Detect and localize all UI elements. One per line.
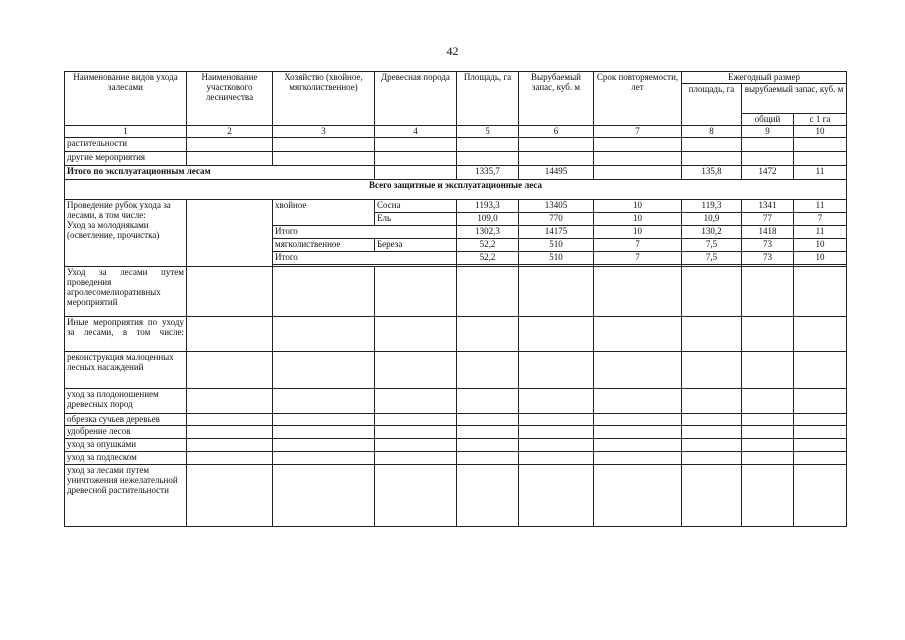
cell-annual-per-ha: 11 — [794, 200, 847, 213]
cell-period: 10 — [594, 213, 682, 226]
col-number: 9 — [742, 126, 794, 138]
header-district: Наименование участкового лесничества — [187, 72, 273, 126]
cell-annual-total: 73 — [742, 239, 794, 252]
header-annual-area: площадь, га — [682, 84, 742, 126]
cell-annual-total: 1418 — [742, 226, 794, 239]
cell-annual-per-ha: 10 — [794, 239, 847, 252]
cell-volume: 510 — [519, 252, 594, 265]
cell-annual-area: 7,5 — [682, 252, 742, 265]
col-number: 6 — [519, 126, 594, 138]
section-title: Всего защитные и эксплуатационные леса — [65, 180, 847, 200]
cell-volume: 510 — [519, 239, 594, 252]
row-label: другие мероприятия — [65, 152, 187, 166]
cell-annual-area: 130,2 — [682, 226, 742, 239]
cell-period: 10 — [594, 200, 682, 213]
cell-area: 1302,3 — [457, 226, 519, 239]
cell-volume: 14175 — [519, 226, 594, 239]
subtotal-softwood: Итого — [273, 252, 457, 265]
row-label: уход за опушками — [65, 439, 187, 452]
total-area: 1335,7 — [457, 166, 519, 180]
farm-softwood: мягколиственное — [273, 239, 375, 252]
header-area: Площадь, га — [457, 72, 519, 126]
row-label: уход за лесами путем уничтожения нежелательной древесной растительности — [65, 465, 187, 527]
row-label: уход за подлеском — [65, 452, 187, 465]
cell-annual-per-ha: 11 — [794, 226, 847, 239]
cell-annual-total: 73 — [742, 252, 794, 265]
subtotal-conifer: Итого — [273, 226, 457, 239]
cell-area: 1193,3 — [457, 200, 519, 213]
header-volume: Вырубаемый запас, куб. м — [519, 72, 594, 126]
row-label: Уход за лесами путем проведения агролесомелиоративных мероприятий — [65, 267, 187, 317]
cell-annual-area: 7,5 — [682, 239, 742, 252]
cell-annual-per-ha: 10 — [794, 252, 847, 265]
cell-area: 52,2 — [457, 252, 519, 265]
header-per-ha: с 1 га — [794, 114, 847, 126]
col-number: 5 — [457, 126, 519, 138]
species-spruce: Ель — [375, 213, 457, 226]
row-label: Иные мероприятия по уходу за лесами, в том числе: — [65, 317, 187, 352]
page-number: 42 — [446, 44, 459, 58]
total-annual-area: 135,8 — [682, 166, 742, 180]
header-annual: Ежегодный размер — [682, 72, 847, 84]
cell-period: 7 — [594, 239, 682, 252]
col-number: 7 — [594, 126, 682, 138]
row-label: реконструкция малоценных лесных насаждений — [65, 352, 187, 389]
col-number: 3 — [273, 126, 375, 138]
col-number: 10 — [794, 126, 847, 138]
cell-period: 10 — [594, 226, 682, 239]
total-operational-label: Итого по эксплуатационным лесам — [65, 166, 375, 180]
col-number: 2 — [187, 126, 273, 138]
cell-annual-area: 10,9 — [682, 213, 742, 226]
col-number: 1 — [65, 126, 187, 138]
cell-annual-per-ha: 7 — [794, 213, 847, 226]
farm-conifer: хвойное — [273, 200, 375, 226]
cell-annual-total: 77 — [742, 213, 794, 226]
cell-area: 52,2 — [457, 239, 519, 252]
header-species: Древесная порода — [375, 72, 457, 126]
row-label: растительности — [65, 138, 187, 152]
row-label: обрезка сучьев деревьев — [65, 414, 187, 426]
header-total: общий — [742, 114, 794, 126]
species-pine: Сосна — [375, 200, 457, 213]
total-volume: 14495 — [519, 166, 594, 180]
species-birch: Береза — [375, 239, 457, 252]
cell-annual-total: 1341 — [742, 200, 794, 213]
header-annual-volume: вырубаемый запас, куб. м — [742, 84, 847, 114]
cell-annual-area: 119,3 — [682, 200, 742, 213]
col-number: 4 — [375, 126, 457, 138]
forest-care-table — [64, 71, 847, 527]
row-label: уход за плодоношением древесных пород — [65, 389, 187, 414]
cell-volume: 770 — [519, 213, 594, 226]
cell-area: 109,0 — [457, 213, 519, 226]
header-farm: Хозяйство (хвойное, мягколиственное) — [273, 72, 375, 126]
cell-period: 7 — [594, 252, 682, 265]
row-label: удобрение лесов — [65, 426, 187, 439]
header-care-type: Наименование видов ухода залесами — [65, 72, 187, 126]
col-number: 8 — [682, 126, 742, 138]
header-period: Срок повторяемости, лет — [594, 72, 682, 126]
total-annual-per-ha: 11 — [794, 166, 847, 180]
thinning-label: Проведение рубок ухода за лесами, в том числе: Уход за молодняками (осветление, прочистка) — [65, 200, 187, 267]
cell-volume: 13405 — [519, 200, 594, 213]
total-annual-total: 1472 — [742, 166, 794, 180]
